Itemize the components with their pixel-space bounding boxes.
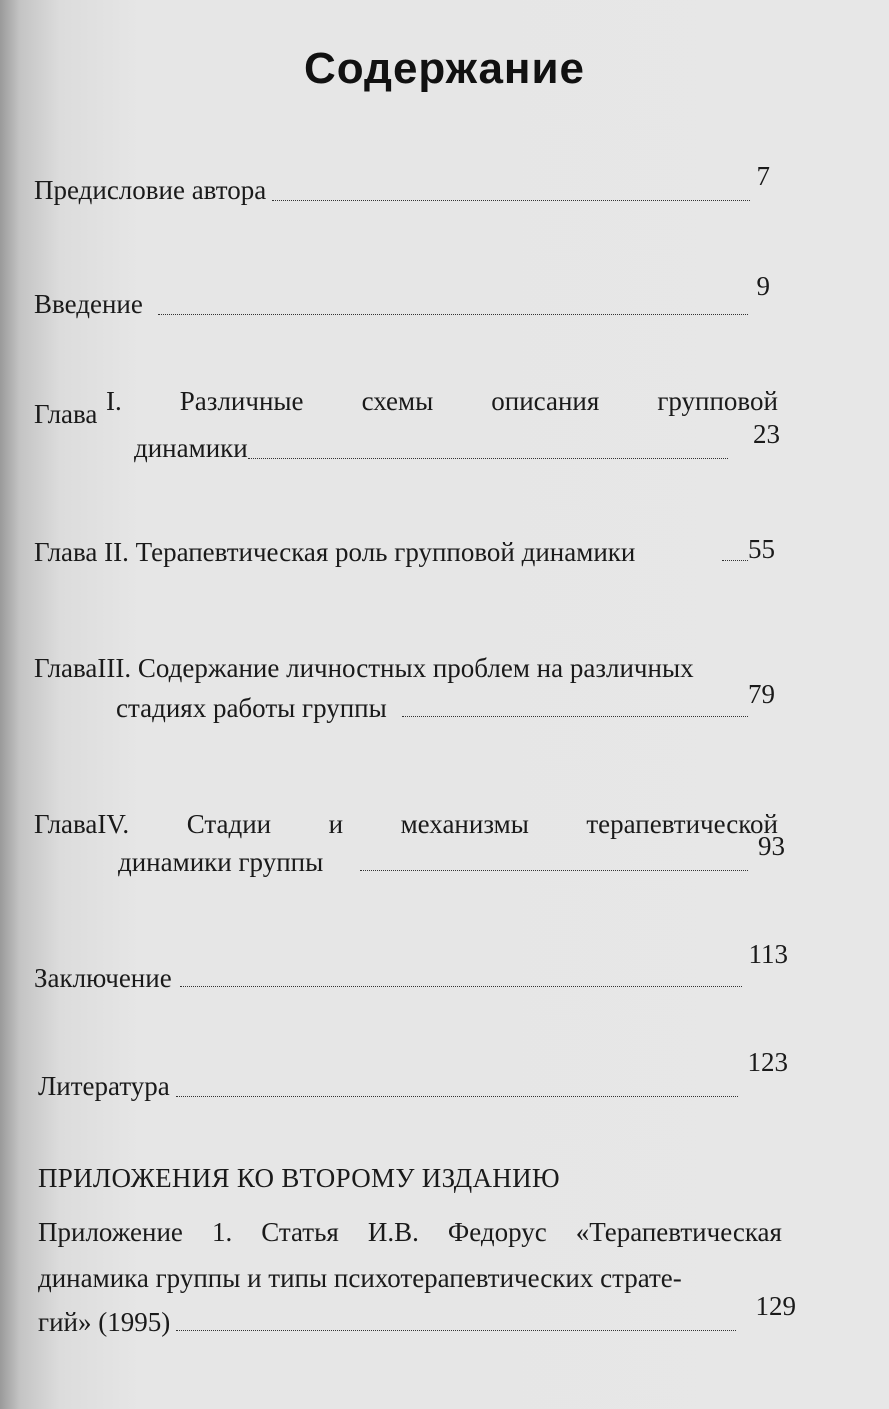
toc-entry-appendix-1[interactable] bbox=[38, 1216, 782, 1248]
page-number: 113 bbox=[748, 939, 788, 969]
text: ГлаваIV. bbox=[34, 809, 130, 839]
text: механизмы bbox=[400, 809, 529, 839]
page-number: 79 bbox=[748, 679, 775, 709]
leader-dots bbox=[180, 986, 742, 987]
toc-entry-conclusion[interactable]: Заключение bbox=[34, 963, 172, 993]
text: Приложение bbox=[38, 1217, 183, 1247]
leader-dots bbox=[272, 200, 750, 201]
text: Статья bbox=[261, 1217, 339, 1247]
toc-entry-chapter-2[interactable]: Глава II. Терапевтическая роль групповой динамики bbox=[34, 537, 636, 567]
text: Федорус bbox=[447, 1217, 547, 1247]
toc-entry-chapter-3[interactable]: ГлаваIII. Содержание личностных проблем на различных bbox=[34, 653, 694, 683]
toc-entry-preface[interactable]: Предисловие автора bbox=[34, 175, 267, 205]
page-number: 129 bbox=[755, 1291, 796, 1321]
page-number: 23 bbox=[753, 419, 780, 449]
appendices-heading: ПРИЛОЖЕНИЯ КО ВТОРОМУ ИЗДАНИЮ bbox=[38, 1163, 560, 1193]
leader-dots bbox=[158, 314, 748, 315]
page-number: 123 bbox=[747, 1047, 788, 1077]
toc-entry-chapter-4[interactable] bbox=[34, 808, 778, 840]
leader-dots bbox=[402, 716, 748, 717]
text: И.В. bbox=[367, 1217, 419, 1247]
toc-entry-chapter-4-line2: динамики группы bbox=[118, 847, 324, 877]
text: Стадии bbox=[186, 809, 272, 839]
text: групповой bbox=[657, 386, 778, 416]
leader-dots bbox=[360, 870, 748, 871]
leader-dots bbox=[248, 458, 728, 459]
leader-dots bbox=[176, 1096, 738, 1097]
toc-entry-chapter-1[interactable] bbox=[106, 385, 778, 417]
page-number: 7 bbox=[756, 161, 770, 191]
toc-entry-chapter-1-line2: динамики bbox=[134, 433, 248, 463]
text: терапевтической bbox=[586, 809, 778, 839]
chapter-prefix: Глава bbox=[34, 399, 98, 429]
text: «Терапевтическая bbox=[575, 1217, 782, 1247]
page-title: Содержание bbox=[303, 44, 586, 93]
page-number: 9 bbox=[756, 271, 770, 301]
text: описания bbox=[491, 386, 600, 416]
text: и bbox=[328, 809, 344, 839]
toc-entry-appendix-1-line2: динамика группы и типы психотерапевтических страте- bbox=[38, 1263, 682, 1293]
toc-entry-chapter-3-line2: стадиях работы группы bbox=[116, 693, 387, 723]
text: Различные bbox=[179, 386, 304, 416]
leader-dots bbox=[176, 1330, 736, 1331]
page-number: 93 bbox=[758, 831, 785, 861]
toc-entry-introduction[interactable]: Введение bbox=[34, 289, 143, 319]
page-number: 55 bbox=[748, 534, 775, 564]
toc-entry-literature[interactable]: Литература bbox=[38, 1071, 170, 1101]
text: I. bbox=[106, 386, 122, 416]
toc-entry-appendix-1-line3: гий» (1995) bbox=[38, 1307, 171, 1337]
text: 1. bbox=[211, 1217, 233, 1247]
text: схемы bbox=[361, 386, 434, 416]
